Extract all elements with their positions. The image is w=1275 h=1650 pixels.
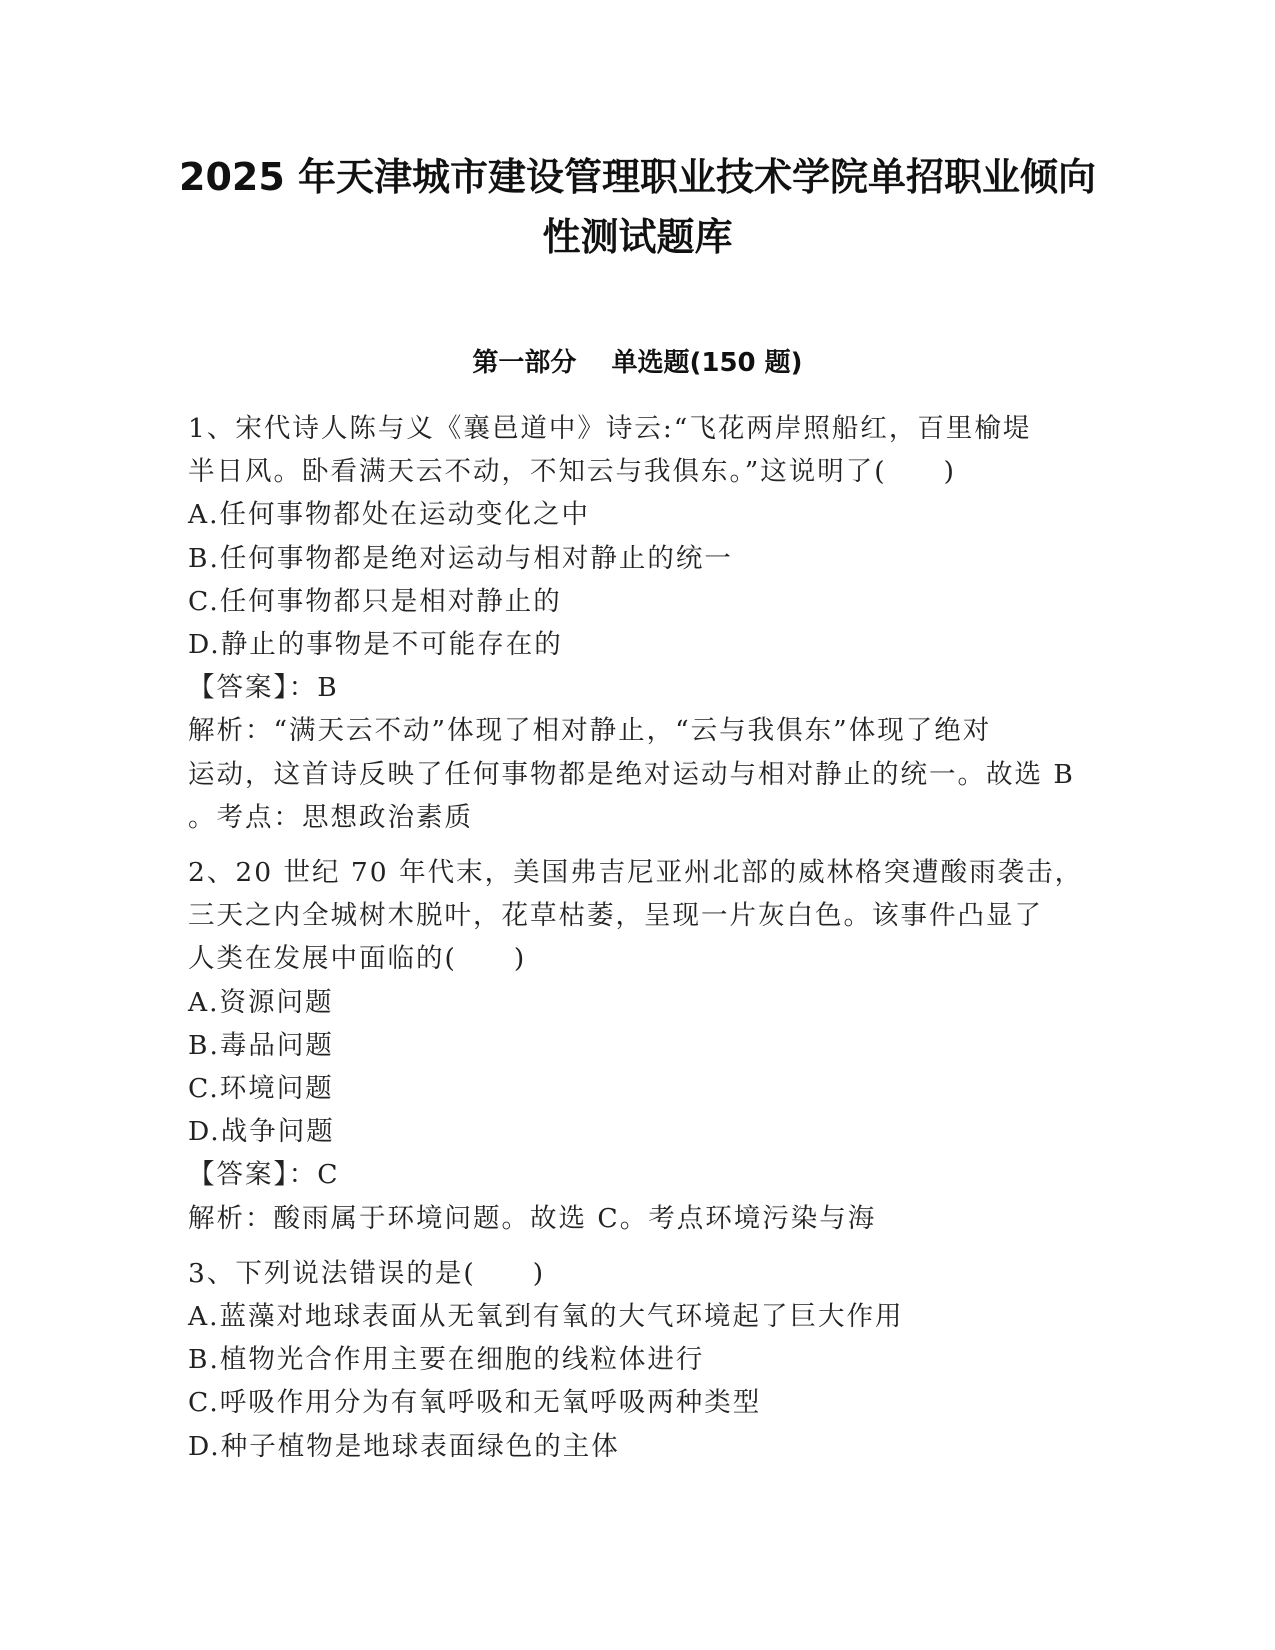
- answer-key: 【答案】：C: [188, 1159, 340, 1191]
- option-a: A.资源问题: [188, 986, 334, 1018]
- option-c: C.呼吸作用分为有氧呼吸和无氧呼吸两种类型: [188, 1387, 762, 1419]
- question-stem-line: 2、20 世纪 70 年代末，美国弗吉尼亚州北部的威林格突遭酸雨袭击，: [188, 857, 1084, 889]
- option-a: A.蓝藻对地球表面从无氧到有氧的大气环境起了巨大作用: [188, 1301, 904, 1333]
- question-stem-line: 人类在发展中面临的( ): [188, 943, 527, 975]
- explanation-line: 运动，这首诗反映了任何事物都是绝对运动与相对静止的统一。故选 B: [188, 758, 1075, 790]
- explanation-line: 。考点：思想政治素质: [188, 801, 473, 833]
- option-c: C.环境问题: [188, 1073, 334, 1105]
- option-d: D.种子植物是地球表面绿色的主体: [188, 1430, 620, 1462]
- title-line: 2025 年天津城市建设管理职业技术学院单招职业倾向: [179, 155, 1096, 199]
- option-d: D.战争问题: [188, 1116, 335, 1148]
- question-stem-line: 三天之内全城树木脱叶，花草枯萎，呈现一片灰白色。该事件凸显了: [188, 900, 1043, 932]
- option-b: B.植物光合作用主要在细胞的线粒体进行: [188, 1344, 705, 1376]
- question-3: [188, 1252, 1088, 1468]
- question-2: [188, 851, 1088, 1240]
- title-line: 性测试题库: [542, 215, 733, 259]
- option-d: D.静止的事物是不可能存在的: [188, 629, 563, 661]
- option-a: A.任何事物都处在运动变化之中: [188, 499, 591, 531]
- question-stem-line: 3、下列说法错误的是( ): [188, 1257, 546, 1289]
- option-b: B.任何事物都是绝对运动与相对静止的统一: [188, 542, 733, 574]
- question-stem-line: 半日风。卧看满天云不动，不知云与我俱东。”这说明了( ): [188, 456, 956, 488]
- answer-key: 【答案】：B: [188, 672, 339, 704]
- option-c: C.任何事物都只是相对静止的: [188, 585, 562, 617]
- explanation-line: 解析：“满天云不动”体现了相对静止，“云与我俱东”体现了绝对: [188, 715, 992, 747]
- explanation-line: 解析：酸雨属于环境问题。故选 C。考点环境污染与海: [188, 1202, 877, 1234]
- section-heading: 第一部分 单选题(150 题): [472, 348, 803, 378]
- question-list: [188, 407, 1088, 1468]
- question-1: [188, 407, 1088, 839]
- document-title: [170, 147, 1105, 267]
- question-stem-line: 1、宋代诗人陈与义《襄邑道中》诗云:“飞花两岸照船红，百里榆堤: [188, 413, 1032, 444]
- option-b: B.毒品问题: [188, 1029, 334, 1061]
